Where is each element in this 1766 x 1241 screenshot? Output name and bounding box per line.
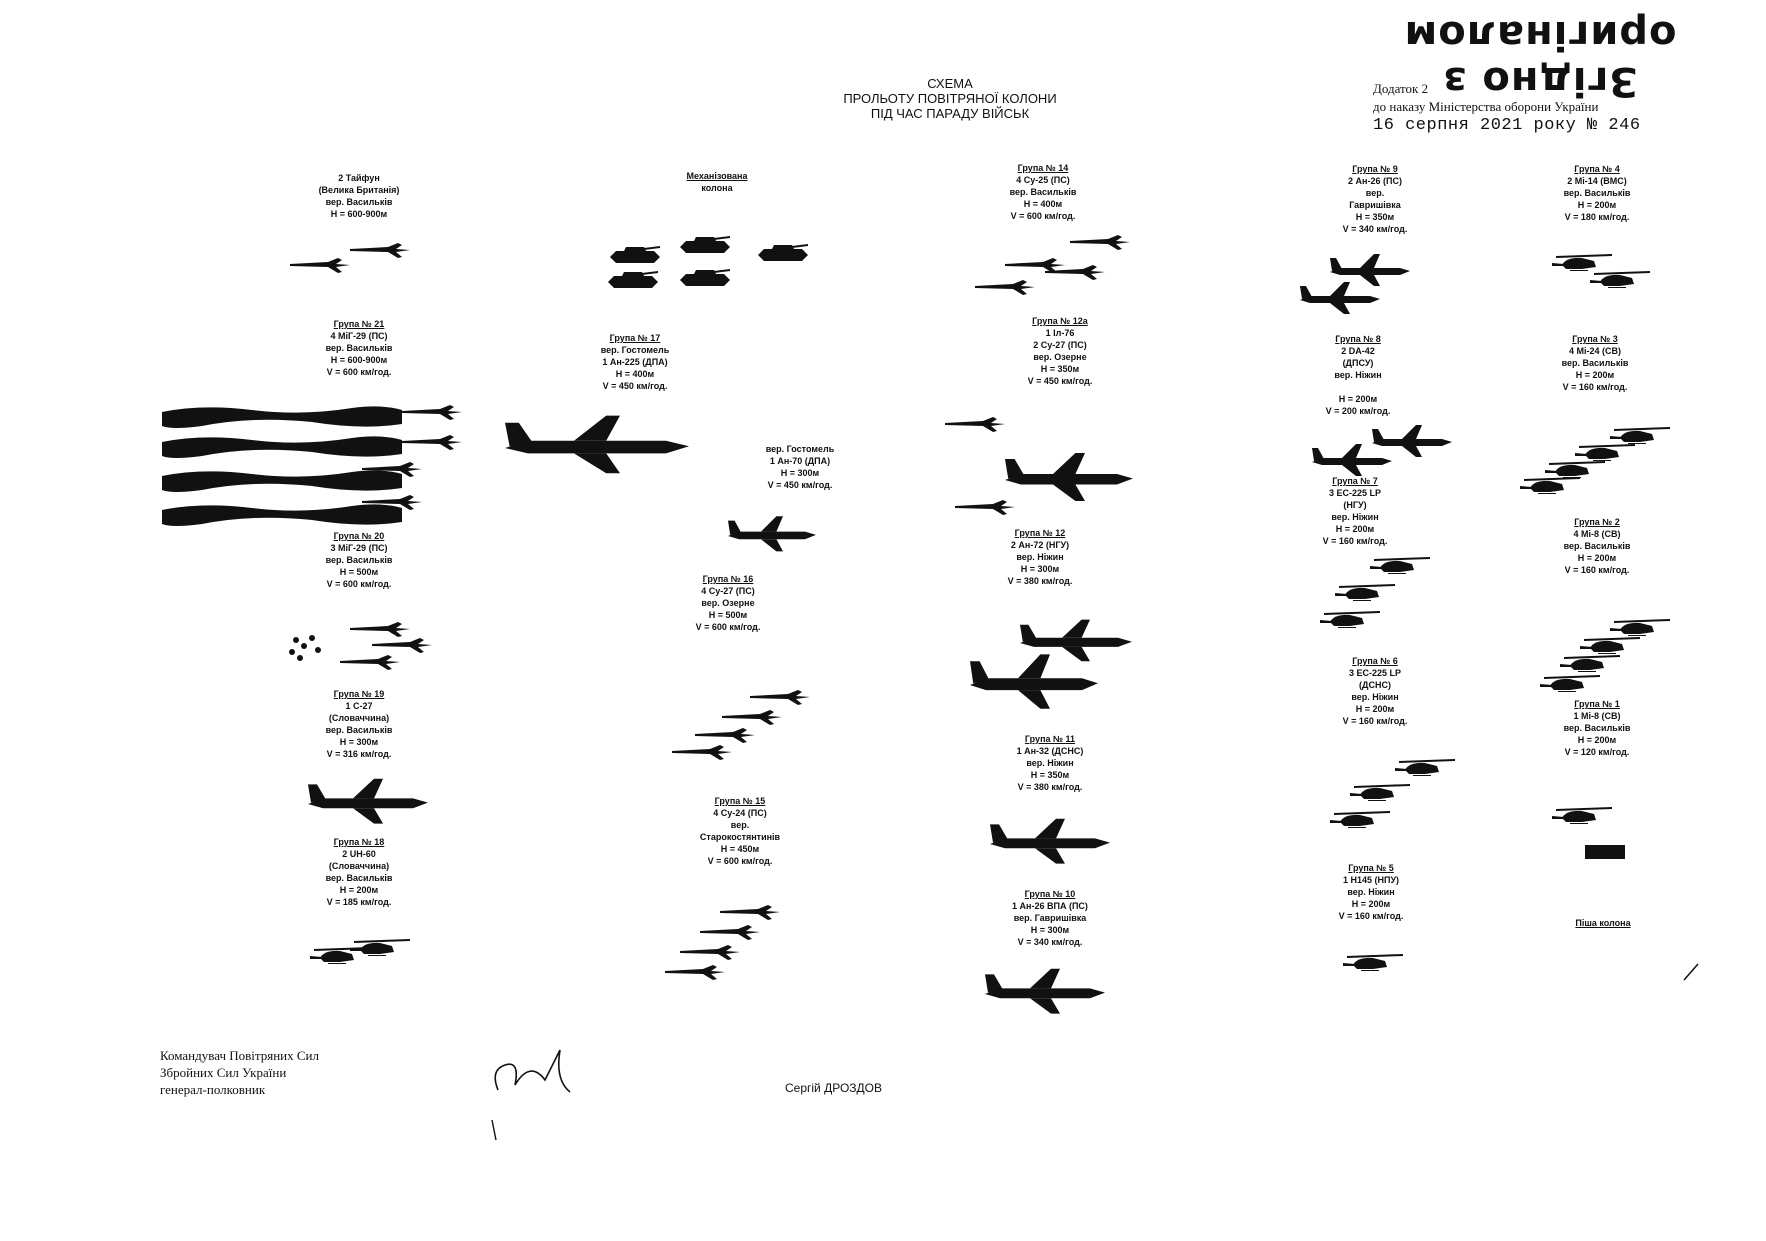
group-line: Н = 200м	[1577, 735, 1617, 745]
group-line: колона	[701, 183, 733, 193]
group-line: Н = 200м	[1577, 553, 1617, 563]
group-line: Н = 200м	[1338, 394, 1378, 404]
group-line: Н = 200м	[1577, 200, 1617, 210]
group-line: вер. Васильків	[325, 197, 393, 207]
su24-icon	[720, 905, 780, 920]
group-line: 2 DA-42	[1341, 346, 1375, 356]
group-title: Група № 17	[609, 333, 661, 343]
stamp: Згідно з оригіналом	[1403, 12, 1677, 104]
group-line: вер. Озерне	[701, 598, 755, 608]
group-line: 1 Ан-70 (ДПА)	[769, 456, 831, 466]
group-title: Група № 19	[333, 689, 385, 699]
group-line: вер. Васильків	[325, 555, 393, 565]
su27-icon	[672, 745, 732, 760]
tank-icon	[610, 246, 660, 263]
group-line: (Велика Британія)	[318, 185, 400, 195]
group-line: 4 Су-24 (ПС)	[713, 808, 767, 818]
group-line: V = 340 км/год.	[1017, 937, 1083, 947]
appendix-date: 16 серпня 2021 року № 246	[1373, 116, 1641, 135]
group-line: Н = 600-900м	[330, 355, 388, 365]
mi8-helicopter-icon	[1610, 619, 1670, 636]
group-line: Н = 200м	[1355, 704, 1395, 714]
title-line-2: ПРОЛЬОТУ ПОВІТРЯНОЇ КОЛОНИ	[843, 91, 1057, 106]
group-line: 4 Су-27 (ПС)	[701, 586, 755, 596]
group-line: 2 Мі-14 (ВМС)	[1567, 176, 1627, 186]
group-title: Група № 2	[1574, 517, 1620, 527]
mig29-icon	[340, 655, 400, 670]
ec225-helicopter-icon	[1320, 611, 1380, 628]
group-line: Н = 200м	[1351, 899, 1391, 909]
signature-position-1: Командувач Повітряних Сил	[160, 1048, 319, 1063]
group-line: 1 Ан-26 ВПА (ПС)	[1012, 901, 1088, 911]
group-line: 4 Мі-8 (СВ)	[1573, 529, 1621, 539]
appendix-line-2: до наказу Міністерства оборони України	[1373, 99, 1599, 114]
group-line: (Словаччина)	[328, 713, 390, 723]
group-line: V = 600 км/год.	[1010, 211, 1076, 221]
group-line: (ДПСУ)	[1342, 358, 1374, 368]
an72-icon	[1020, 620, 1132, 662]
group-title: Група № 10	[1024, 889, 1076, 899]
an225-icon	[505, 416, 689, 474]
group-line: V = 160 км/год.	[1562, 382, 1628, 392]
group-line: 1 С-27	[345, 701, 373, 711]
tank-icon	[680, 236, 730, 253]
group-line: V = 200 км/год.	[1325, 406, 1391, 416]
group-line: 2 Ан-72 (НГУ)	[1010, 540, 1070, 550]
group-line: V = 316 км/год.	[326, 749, 392, 759]
an32-icon	[990, 819, 1110, 864]
group-line: Н = 300м	[339, 737, 379, 747]
group-title: Група № 6	[1352, 656, 1398, 666]
c27-icon	[308, 779, 428, 824]
pen-mark	[492, 1120, 496, 1140]
group-title: Група № 9	[1352, 164, 1398, 174]
da42-icon	[1312, 444, 1392, 476]
group-line: Н = 400м	[1023, 199, 1063, 209]
pen-mark	[1684, 964, 1698, 980]
smoke-trail	[162, 406, 402, 428]
su27-icon	[945, 417, 1005, 432]
group-line: 4 МіГ-29 (ПС)	[330, 331, 388, 341]
su24-icon	[680, 945, 740, 960]
group-line: вер. Ніжин	[1347, 887, 1395, 897]
group-line: V = 600 км/год.	[326, 367, 392, 377]
su27-icon	[955, 500, 1015, 515]
group-line: V = 600 км/год.	[707, 856, 773, 866]
group-line: вер. Гавришівка	[1013, 913, 1087, 923]
appendix-line-1: Додаток 2	[1373, 81, 1429, 96]
signature-scrawl	[495, 1050, 570, 1092]
group-title: Група № 11	[1024, 734, 1076, 744]
group-line: 1 Іл-76	[1045, 328, 1075, 338]
group-line: 3 МіГ-29 (ПС)	[330, 543, 388, 553]
group-line: 4 Мі-24 (СВ)	[1568, 346, 1621, 356]
group-line: 1 Ан-225 (ДПА)	[602, 357, 668, 367]
smoke-trail	[162, 504, 402, 526]
group-title: Група № 16	[702, 574, 754, 584]
group-title: Група № 21	[333, 319, 385, 329]
group-title: Група № 14	[1017, 163, 1069, 173]
group-line: вер. Ніжин	[1331, 512, 1379, 522]
group-line: вер.	[730, 820, 750, 830]
group-line: 4 Су-25 (ПС)	[1016, 175, 1070, 185]
su27-icon	[722, 710, 782, 725]
group-line: V = 160 км/год.	[1322, 536, 1388, 546]
mi8-helicopter-icon	[1560, 655, 1620, 672]
group-line: Н = 300м	[1030, 925, 1070, 935]
su27-icon	[750, 690, 810, 705]
group-line: Н = 450м	[720, 844, 760, 854]
group-title: Група № 18	[333, 837, 385, 847]
group-line: Н = 200м	[1335, 524, 1375, 534]
mi8-helicopter-icon	[1552, 807, 1612, 824]
group-title: Механізована	[686, 171, 748, 181]
group-line: вер. Васильків	[1009, 187, 1077, 197]
group-line: 2 Су-27 (ПС)	[1033, 340, 1087, 350]
group-line: вер. Ніжин	[1026, 758, 1074, 768]
group-line: V = 450 км/год.	[767, 480, 833, 490]
group-line: V = 600 км/год.	[326, 579, 392, 589]
group-line: вер. Гостомель	[765, 444, 835, 454]
mig29-icon	[402, 405, 462, 420]
signature-rank: генерал-полковник	[160, 1082, 266, 1097]
group-line: вер. Васильків	[1561, 358, 1629, 368]
su25-icon	[1045, 265, 1105, 280]
group-line: вер. Васильків	[325, 343, 393, 353]
signature-block	[160, 1047, 319, 1098]
an26-icon	[1300, 282, 1380, 314]
group-title: Група № 1	[1574, 699, 1620, 709]
group-line: V = 120 км/год.	[1564, 747, 1630, 757]
h145-helicopter-icon	[1343, 954, 1403, 971]
group-line: Н = 350м	[1040, 364, 1080, 374]
group-title: Група № 15	[714, 796, 766, 806]
tank-icon	[680, 269, 730, 286]
group-line: вер.	[1365, 188, 1385, 198]
group-line: Н = 200м	[339, 885, 379, 895]
mi14-helicopter-icon	[1590, 271, 1650, 288]
group-line: 3 ЕС-225 LP	[1328, 488, 1382, 498]
group-line: Н = 350м	[1030, 770, 1070, 780]
group-line: Старокостянтинів	[699, 832, 781, 842]
group-line: (Словаччина)	[328, 861, 390, 871]
typhoon-jet-icon	[290, 258, 350, 273]
mi14-helicopter-icon	[1552, 254, 1612, 271]
signature-position-2: Збройних Сил України	[160, 1065, 287, 1080]
mi24-helicopter-icon	[1575, 444, 1635, 461]
da42-icon	[1372, 425, 1452, 457]
group-line: V = 185 км/год.	[326, 897, 392, 907]
group-line: 1 Ан-32 (ДСНС)	[1016, 746, 1084, 756]
ec225-helicopter-icon	[1330, 811, 1390, 828]
mi24-helicopter-icon	[1610, 427, 1670, 444]
group-line: V = 160 км/год.	[1342, 716, 1408, 726]
group-line: Н = 300м	[780, 468, 820, 478]
tank-icon	[758, 244, 808, 261]
group-line: вер. Ніжин	[1351, 692, 1399, 702]
group-line: V = 160 км/год.	[1564, 565, 1630, 575]
su24-icon	[665, 965, 725, 980]
mi24-helicopter-icon	[1545, 461, 1605, 478]
group-line: V = 180 км/год.	[1564, 212, 1630, 222]
group-title: Група № 12а	[1032, 316, 1088, 326]
group-line: V = 380 км/год.	[1017, 782, 1083, 792]
group-line: V = 450 км/год.	[602, 381, 668, 391]
group-title: Група № 5	[1348, 863, 1394, 873]
group-line: (НГУ)	[1343, 500, 1367, 510]
group-line: Н = 400м	[615, 369, 655, 379]
group-line: Н = 600-900м	[330, 209, 388, 219]
ec225-helicopter-icon	[1350, 784, 1410, 801]
mi8-helicopter-icon	[1540, 675, 1600, 692]
bomb-cluster	[289, 635, 321, 661]
group-line: Н = 300м	[1020, 564, 1060, 574]
group-line: вер. Гостомель	[600, 345, 670, 355]
group-line: V = 380 км/год.	[1007, 576, 1073, 586]
group-line: 3 ЕС-225 LP	[1348, 668, 1402, 678]
group-line: Н = 500м	[339, 567, 379, 577]
redacted-block	[1585, 845, 1625, 859]
smoke-trail	[162, 470, 402, 492]
group-title: Група № 4	[1574, 164, 1620, 174]
smoke-trail	[162, 436, 402, 458]
su25-icon	[975, 280, 1035, 295]
group-line: V = 160 км/год.	[1338, 911, 1404, 921]
group-line: Гавришівка	[1349, 200, 1401, 210]
mig29-icon	[350, 622, 410, 637]
title-line-3: ПІД ЧАС ПАРАДУ ВІЙСЬК	[870, 106, 1030, 121]
group-line: Н = 500м	[708, 610, 748, 620]
group-line: 2 Ан-26 (ПС)	[1348, 176, 1402, 186]
group-line: вер. Ніжин	[1016, 552, 1064, 562]
group-line: (ДСНС)	[1359, 680, 1391, 690]
foot-column-label: Піша колона	[1575, 918, 1631, 928]
group-title: Група № 8	[1335, 334, 1381, 344]
group-line: вер. Васильків	[1563, 541, 1631, 551]
group-title: Група № 20	[333, 531, 385, 541]
signature-name: Сергій ДРОЗДОВ	[785, 1081, 883, 1095]
group-line: 2 UH-60	[342, 849, 376, 859]
group-line: V = 450 км/год.	[1027, 376, 1093, 386]
group-title: Група № 12	[1014, 528, 1066, 538]
an26-icon	[985, 969, 1105, 1014]
an70-icon	[728, 516, 816, 551]
group-line: Н = 350м	[1355, 212, 1395, 222]
group-line: V = 340 км/год.	[1342, 224, 1408, 234]
group-line: вер. Васильків	[1563, 188, 1631, 198]
mig29-icon	[372, 638, 432, 653]
group-title: Група № 3	[1572, 334, 1618, 344]
group-line: 1 Н145 (НПУ)	[1342, 875, 1400, 885]
group-line: Н = 200м	[1575, 370, 1615, 380]
mi8-helicopter-icon	[1580, 637, 1640, 654]
group-line: 2 Тайфун	[338, 173, 380, 183]
ec225-helicopter-icon	[1395, 759, 1455, 776]
group-line: вер. Васильків	[325, 873, 393, 883]
group-title: Група № 7	[1332, 476, 1378, 486]
mig29-icon	[402, 435, 462, 450]
su27-icon	[695, 728, 755, 743]
group-line: V = 600 км/год.	[695, 622, 761, 632]
su25-icon	[1070, 235, 1130, 250]
su24-icon	[700, 925, 760, 940]
group-line: вер. Васильків	[1563, 723, 1631, 733]
an26-icon	[1330, 254, 1410, 286]
ec225-helicopter-icon	[1335, 584, 1395, 601]
tank-icon	[608, 271, 658, 288]
group-line: вер. Васильків	[325, 725, 393, 735]
typhoon-jet-icon	[350, 243, 410, 258]
il76-icon	[1005, 453, 1133, 501]
mi24-helicopter-icon	[1520, 477, 1580, 494]
ec225-helicopter-icon	[1370, 557, 1430, 574]
group-line: вер. Озерне	[1033, 352, 1087, 362]
title-line-1: СХЕМА	[927, 76, 973, 91]
group-line: 1 Мі-8 (СВ)	[1573, 711, 1621, 721]
group-line: вер. Ніжин	[1334, 370, 1382, 380]
an72-icon	[970, 654, 1098, 708]
